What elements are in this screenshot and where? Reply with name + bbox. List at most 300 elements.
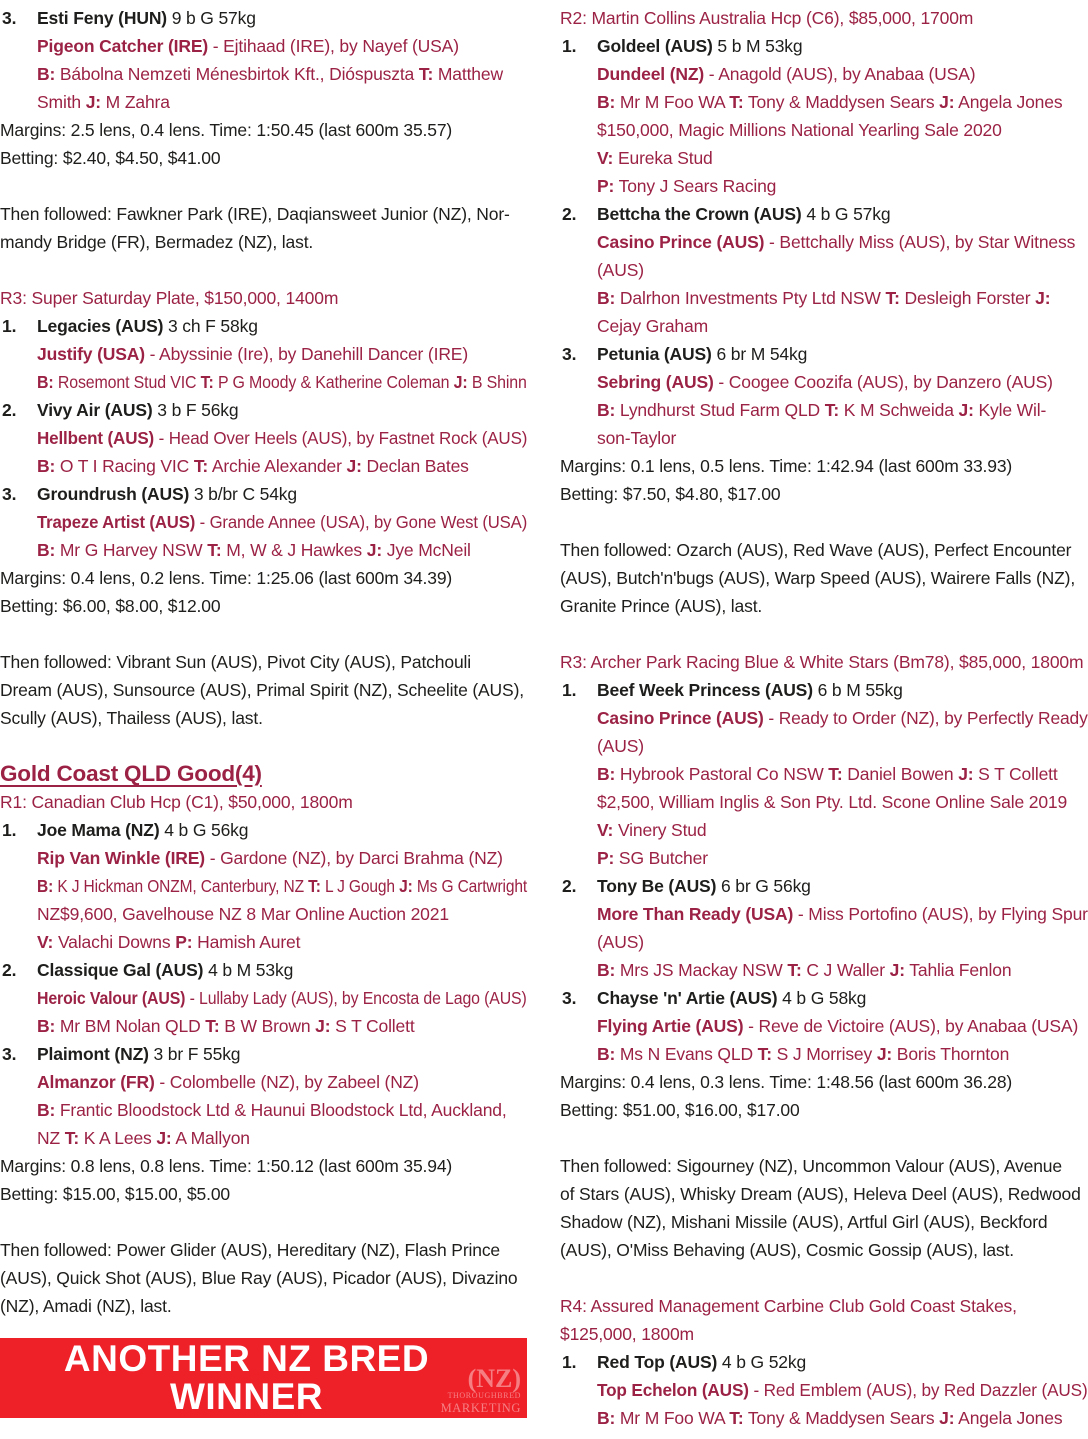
entry-number: 3.: [2, 8, 17, 28]
text-run: T:: [64, 1128, 80, 1148]
line-content: [597, 172, 776, 200]
line-content: [597, 368, 1053, 396]
pedigree-line: [0, 32, 527, 60]
entry-number: 3.: [562, 344, 577, 364]
text-run: B:: [37, 372, 54, 392]
line-content: [0, 1292, 172, 1320]
text-run: 6 br G 56kg: [716, 876, 811, 896]
text-run: Heroic Valour (AUS): [37, 988, 186, 1008]
entry-number: 3.: [562, 988, 577, 1008]
line-content: [597, 732, 644, 760]
text-run: T:: [828, 764, 843, 784]
text-run: L J Gough: [320, 876, 400, 896]
text-run: - Miss Portofino (AUS), by Flying Spur: [793, 904, 1088, 924]
pedigree-line: [560, 396, 1088, 424]
line-content: [560, 1152, 1062, 1180]
line-content: [597, 200, 890, 228]
text-line: [560, 1096, 1088, 1124]
line-content: [0, 144, 220, 172]
text-run: $125,000, 1800m: [560, 1324, 694, 1344]
text-run: B:: [37, 1016, 56, 1036]
line-content: [597, 956, 1011, 984]
text-line: [560, 592, 1088, 620]
text-line: [0, 1180, 527, 1208]
line-content: [37, 1040, 240, 1068]
line-content: [37, 368, 527, 396]
entry-title-line: [0, 816, 527, 844]
line-content: [37, 956, 293, 984]
text-run: P:: [597, 848, 615, 868]
text-run: 3 b F 56kg: [152, 400, 239, 420]
text-line: [560, 480, 1088, 508]
text-run: mandy Bridge (FR), Bermadez (NZ), last.: [0, 232, 314, 252]
text-run: NZ: [37, 1128, 65, 1148]
text-run: Cejay Graham: [597, 316, 709, 336]
pedigree-line: [560, 1012, 1088, 1040]
text-run: B W Brown: [219, 1016, 316, 1036]
text-run: Angela Jones: [954, 1408, 1063, 1428]
line-content: [37, 60, 503, 88]
text-line: [560, 1208, 1088, 1236]
entry-title-line: [0, 4, 527, 32]
line-content: [37, 1124, 250, 1152]
text-run: K A Lees: [79, 1128, 157, 1148]
text-run: Lyndhurst Stud Farm QLD: [615, 400, 825, 420]
text-run: Kyle Wil-: [973, 400, 1047, 420]
text-run: NZ$9,600, Gavelhouse NZ 8 Mar Online Auction 2021: [37, 904, 449, 924]
text-run: - Ready to Order (NZ), by Perfectly Ready: [763, 708, 1088, 728]
text-run: T:: [757, 1044, 772, 1064]
line-content: [560, 480, 780, 508]
nz-logo-mark: (NZ): [467, 1364, 521, 1393]
text-run: J:: [939, 92, 955, 112]
text-run: Mrs JS Mackay NSW: [615, 960, 788, 980]
line-content: [0, 760, 262, 788]
text-run: Betting: $7.50, $4.80, $17.00: [560, 484, 781, 504]
entry-title-line: [0, 396, 527, 424]
text-run: Groundrush (AUS): [37, 484, 190, 504]
text-run: B:: [597, 960, 616, 980]
text-run: Ms N Evans QLD: [615, 1044, 758, 1064]
text-run: Betting: $51.00, $16.00, $17.00: [560, 1100, 800, 1120]
text-run: Beef Week Princess (AUS): [597, 680, 813, 700]
line-content: [37, 1012, 415, 1040]
text-run: (AUS), O'Miss Behaving (AUS), Cosmic Gossip (AUS), last.: [560, 1240, 1014, 1260]
line-content: [560, 1068, 1012, 1096]
line-content: [560, 536, 1071, 564]
pedigree-line: [0, 1124, 527, 1152]
text-run: J:: [889, 960, 905, 980]
pedigree-line: [560, 228, 1088, 256]
text-run: M, W & J Hawkes: [221, 540, 367, 560]
text-line: [0, 1264, 527, 1292]
text-run: 4 b G 56kg: [159, 820, 249, 840]
text-run: Legacies (AUS): [37, 316, 164, 336]
text-run: 3 ch F 58kg: [163, 316, 258, 336]
pedigree-line: [560, 788, 1088, 816]
line-content: [37, 844, 503, 872]
text-run: T:: [787, 960, 802, 980]
entry-number: 3.: [2, 1044, 17, 1064]
text-run: J:: [315, 1016, 331, 1036]
text-run: Then followed: Sigourney (NZ), Uncommon Valour (AUS), Avenue: [560, 1156, 1062, 1176]
text-run: T:: [193, 456, 209, 476]
text-run: T:: [207, 540, 222, 560]
pedigree-line: [560, 1404, 1088, 1432]
text-line: [0, 1236, 527, 1264]
line-content: [0, 200, 510, 228]
line-content: [560, 1208, 1047, 1236]
spacer: [0, 256, 527, 284]
pedigree-line: [560, 704, 1088, 732]
text-line: [0, 228, 527, 256]
text-line: [0, 592, 527, 620]
text-line: [560, 564, 1088, 592]
text-run: of Stars (AUS), Whisky Dream (AUS), Heleva Deel (AUS), Redwood: [560, 1184, 1081, 1204]
line-content: [597, 844, 708, 872]
text-run: T:: [200, 372, 214, 392]
text-run: Mr M Foo WA: [615, 1408, 730, 1428]
text-run: Red Top (AUS): [597, 1352, 718, 1372]
text-run: - Head Over Heels (AUS), by Fastnet Rock (AUS): [154, 428, 528, 448]
line-content: [597, 676, 903, 704]
text-run: (AUS), Quick Shot (AUS), Blue Ray (AUS), Picador (AUS), Divazino: [0, 1268, 518, 1288]
text-run: B:: [597, 400, 616, 420]
pedigree-line: [560, 956, 1088, 984]
text-line: [560, 1236, 1088, 1264]
text-line: [560, 452, 1088, 480]
text-run: - Bettchally Miss (AUS), by Star Witness: [764, 232, 1076, 252]
line-content: [37, 1096, 507, 1124]
line-content: [37, 816, 248, 844]
text-line: [0, 648, 527, 676]
text-run: R1: Canadian Club Hcp (C1), $50,000, 1800m: [0, 792, 353, 812]
logo-thoroughbred-text: THOROUGHBRED: [447, 1391, 521, 1400]
text-run: - Red Emblem (AUS), by Red Dazzler (AUS): [748, 1380, 1088, 1400]
text-run: J:: [939, 1408, 955, 1428]
text-run: V:: [597, 820, 614, 840]
race-header-line: [0, 284, 527, 312]
entry-number: 1.: [2, 316, 17, 336]
text-run: Margins: 0.4 lens, 0.2 lens. Time: 1:25.06 (last 600m 34.39): [0, 568, 453, 588]
text-line: [0, 1292, 527, 1320]
text-run: V:: [597, 148, 614, 168]
text-line: [0, 116, 527, 144]
text-run: Tony & Maddysen Sears: [743, 92, 940, 112]
line-content: [0, 592, 220, 620]
line-content: [597, 116, 1002, 144]
race-header-line: [0, 788, 527, 816]
line-content: [597, 1012, 1078, 1040]
pedigree-line: [0, 984, 527, 1012]
pedigree-line: [560, 760, 1088, 788]
text-line: [560, 536, 1088, 564]
text-run: T:: [729, 1408, 744, 1428]
text-run: S T Collett: [973, 764, 1058, 784]
spacer: [560, 1264, 1088, 1292]
text-run: Almanzor (FR): [37, 1072, 155, 1092]
entry-title-line: [0, 956, 527, 984]
text-run: Margins: 0.1 lens, 0.5 lens. Time: 1:42.94 (last 600m 33.93): [560, 456, 1013, 476]
text-run: (AUS): [597, 260, 644, 280]
text-run: 4 b G 52kg: [717, 1352, 807, 1372]
line-content: [37, 452, 469, 480]
line-content: [597, 144, 713, 172]
line-content: [560, 1096, 800, 1124]
line-content: [560, 564, 1075, 592]
entry-number: 2.: [2, 960, 17, 980]
left-column: [0, 4, 527, 1432]
text-run: Goldeel (AUS): [597, 36, 713, 56]
text-run: B:: [37, 540, 56, 560]
text-run: - Ejtihaad (IRE), by Nayef (USA): [208, 36, 459, 56]
text-run: A Mallyon: [171, 1128, 250, 1148]
text-run: Joe Mama (NZ): [37, 820, 160, 840]
pedigree-line: [560, 900, 1088, 928]
pedigree-line: [0, 368, 527, 396]
line-content: [597, 704, 1088, 732]
line-content: [0, 788, 353, 816]
pedigree-line: [560, 928, 1088, 956]
text-run: Eureka Stud: [613, 148, 713, 168]
text-run: P:: [597, 176, 615, 196]
line-content: [597, 872, 811, 900]
line-content: [0, 1180, 230, 1208]
pedigree-line: [560, 172, 1088, 200]
text-run: J:: [156, 1128, 172, 1148]
line-content: [0, 116, 452, 144]
text-run: Desleigh Forster: [899, 288, 1036, 308]
text-run: B:: [597, 288, 616, 308]
text-run: J:: [1035, 288, 1051, 308]
text-run: K J Hickman ONZM, Canterbury, NZ: [53, 876, 309, 896]
text-run: Bettcha the Crown (AUS): [597, 204, 802, 224]
line-content: [0, 564, 452, 592]
line-content: [37, 88, 170, 116]
pedigree-line: [0, 340, 527, 368]
text-run: Valachi Downs: [53, 932, 176, 952]
text-line: [0, 144, 527, 172]
text-run: - Colombelle (NZ), by Zabeel (NZ): [154, 1072, 419, 1092]
line-content: [597, 396, 1046, 424]
line-content: [597, 284, 1050, 312]
text-run: 4 b G 58kg: [777, 988, 867, 1008]
pedigree-line: [0, 1012, 527, 1040]
text-run: R2: Martin Collins Australia Hcp (C6), $85,000, 1700m: [560, 8, 974, 28]
text-run: J:: [399, 876, 413, 896]
line-content: [597, 60, 975, 88]
text-run: Petunia (AUS): [597, 344, 712, 364]
line-content: [597, 928, 644, 956]
text-run: Mr G Harvey NSW: [55, 540, 208, 560]
line-content: [560, 1292, 1017, 1320]
line-content: [597, 760, 1058, 788]
text-run: - Lullaby Lady (AUS), by Encosta de Lago (AUS): [185, 988, 527, 1008]
spacer: [0, 1208, 527, 1236]
text-run: Hellbent (AUS): [37, 428, 155, 448]
line-content: [37, 32, 459, 60]
line-content: [597, 1040, 1009, 1068]
pedigree-line: [560, 1376, 1088, 1404]
text-run: Pigeon Catcher (IRE): [37, 36, 209, 56]
text-line: [0, 704, 527, 732]
line-content: [37, 984, 527, 1012]
pedigree-line: [0, 1096, 527, 1124]
text-run: 3 b/br C 54kg: [189, 484, 297, 504]
entry-number: 1.: [562, 680, 577, 700]
line-content: [597, 256, 644, 284]
entry-title-line: [560, 1348, 1088, 1376]
race-header-line: [560, 648, 1088, 676]
text-run: Granite Prince (AUS), last.: [560, 596, 763, 616]
text-run: - Anagold (AUS), by Anabaa (USA): [704, 64, 976, 84]
pedigree-line: [0, 424, 527, 452]
line-content: [0, 1236, 500, 1264]
text-run: T:: [885, 288, 900, 308]
race-header-line: [560, 1292, 1088, 1320]
pedigree-line: [560, 88, 1088, 116]
line-content: [0, 676, 524, 704]
entry-number: 3.: [2, 484, 17, 504]
pedigree-line: [560, 424, 1088, 452]
text-run: Dalrhon Investments Pty Ltd NSW: [615, 288, 886, 308]
text-run: - Abyssinie (Ire), by Danehill Dancer (IRE): [144, 344, 469, 364]
spacer: [560, 620, 1088, 648]
line-content: [560, 648, 1083, 676]
text-run: Chayse 'n' Artie (AUS): [597, 988, 778, 1008]
text-run: SG Butcher: [614, 848, 708, 868]
pedigree-line: [0, 88, 527, 116]
text-run: Mr M Foo WA: [615, 92, 730, 112]
pedigree-line: [0, 1068, 527, 1096]
text-run: Flying Artie (AUS): [597, 1016, 744, 1036]
text-run: Dream (AUS), Sunsource (AUS), Primal Spirit (NZ), Scheelite (AUS),: [0, 680, 524, 700]
text-run: (AUS): [597, 736, 644, 756]
text-run: B:: [597, 1044, 616, 1064]
text-run: (NZ), Amadi (NZ), last.: [0, 1296, 172, 1316]
text-run: Boris Thornton: [892, 1044, 1010, 1064]
line-content: [37, 928, 300, 956]
line-content: [37, 424, 527, 452]
text-run: M Zahra: [100, 92, 170, 112]
text-run: J:: [85, 92, 101, 112]
logo-marketing-text: MARKETING: [440, 1401, 521, 1415]
text-run: Margins: 2.5 lens, 0.4 lens. Time: 1:50.45 (last 600m 35.57): [0, 120, 453, 140]
text-run: Casino Prince (AUS): [597, 232, 765, 252]
text-line: [560, 1152, 1088, 1180]
line-content: [560, 1320, 694, 1348]
spacer: [0, 620, 527, 648]
text-run: Rosemont Stud VIC: [53, 372, 201, 392]
pedigree-line: [560, 816, 1088, 844]
text-run: Frantic Bloodstock Ltd & Haunui Bloodstock Ltd, Auckland,: [55, 1100, 507, 1120]
text-run: Margins: 0.4 lens, 0.3 lens. Time: 1:48.56 (last 600m 36.28): [560, 1072, 1013, 1092]
text-run: Esti Feny (HUN): [37, 8, 167, 28]
text-run: Vinery Stud: [613, 820, 707, 840]
entry-number: 2.: [562, 204, 577, 224]
line-content: [0, 704, 263, 732]
text-run: B:: [37, 456, 56, 476]
text-run: Gold Coast QLD Good(4): [0, 761, 262, 786]
text-run: Then followed: Ozarch (AUS), Red Wave (AUS), Perfect Encounter: [560, 540, 1072, 560]
line-content: [37, 900, 449, 928]
section-header-line: [0, 760, 527, 788]
banner-headline-line1: ANOTHER NZ BRED: [63, 1338, 430, 1379]
text-run: S T Collett: [330, 1016, 415, 1036]
text-run: P G Moody & Katherine Coleman: [213, 372, 454, 392]
line-content: [37, 312, 258, 340]
text-run: J:: [876, 1044, 893, 1064]
entry-title-line: [560, 32, 1088, 60]
text-run: - Reve de Victoire (AUS), by Anabaa (USA): [743, 1016, 1079, 1036]
text-run: 5 b M 53kg: [712, 36, 803, 56]
line-content: [37, 536, 471, 564]
line-content: [597, 816, 706, 844]
text-line: [0, 200, 527, 228]
text-run: T:: [824, 400, 840, 420]
banner-headline-line2: WINNER: [169, 1376, 324, 1417]
line-content: [0, 648, 471, 676]
text-run: B:: [37, 1100, 56, 1120]
pedigree-line: [560, 844, 1088, 872]
line-content: [37, 396, 238, 424]
entry-title-line: [560, 872, 1088, 900]
line-content: [597, 1348, 806, 1376]
text-run: - Coogee Coozifa (AUS), by Danzero (AUS): [713, 372, 1053, 392]
entry-title-line: [0, 312, 527, 340]
text-run: T:: [418, 64, 434, 84]
text-run: R3: Archer Park Racing Blue & White Stars (Bm78), $85,000, 1800m: [560, 652, 1084, 672]
text-run: Tony Be (AUS): [597, 876, 717, 896]
text-run: C J Waller: [801, 960, 890, 980]
text-run: Matthew: [433, 64, 503, 84]
entry-title-line: [0, 1040, 527, 1068]
text-run: B:: [597, 764, 616, 784]
line-content: [37, 340, 468, 368]
text-run: T:: [729, 92, 744, 112]
race-header-line: [560, 1320, 1088, 1348]
pedigree-line: [560, 144, 1088, 172]
line-content: [597, 228, 1075, 256]
text-line: [0, 1152, 527, 1180]
text-run: Tony & Maddysen Sears: [743, 1408, 940, 1428]
pedigree-line: [0, 452, 527, 480]
line-content: [597, 788, 1067, 816]
text-line: [560, 1180, 1088, 1208]
text-run: 9 b G 57kg: [166, 8, 256, 28]
text-run: son-Taylor: [597, 428, 677, 448]
line-content: [597, 1376, 1088, 1404]
text-run: Then followed: Power Glider (AUS), Hereditary (NZ), Flash Prince: [0, 1240, 501, 1260]
text-run: Casino Prince (AUS): [597, 708, 764, 728]
line-content: [597, 340, 807, 368]
entry-title-line: [560, 340, 1088, 368]
text-run: Archie Alexander: [208, 456, 347, 476]
text-run: 6 br M 54kg: [711, 344, 808, 364]
text-run: T:: [308, 876, 321, 896]
text-run: B:: [37, 876, 54, 896]
text-run: Hybrook Pastoral Co NSW: [615, 764, 829, 784]
text-run: Hamish Auret: [192, 932, 301, 952]
text-run: Dundeel (NZ): [597, 64, 705, 84]
text-run: Tahlia Fenlon: [904, 960, 1012, 980]
line-content: [37, 480, 297, 508]
text-line: [0, 564, 527, 592]
pedigree-line: [560, 1040, 1088, 1068]
entry-number: 1.: [562, 36, 577, 56]
text-run: Classique Gal (AUS): [37, 960, 204, 980]
text-run: Top Echelon (AUS): [597, 1380, 749, 1400]
